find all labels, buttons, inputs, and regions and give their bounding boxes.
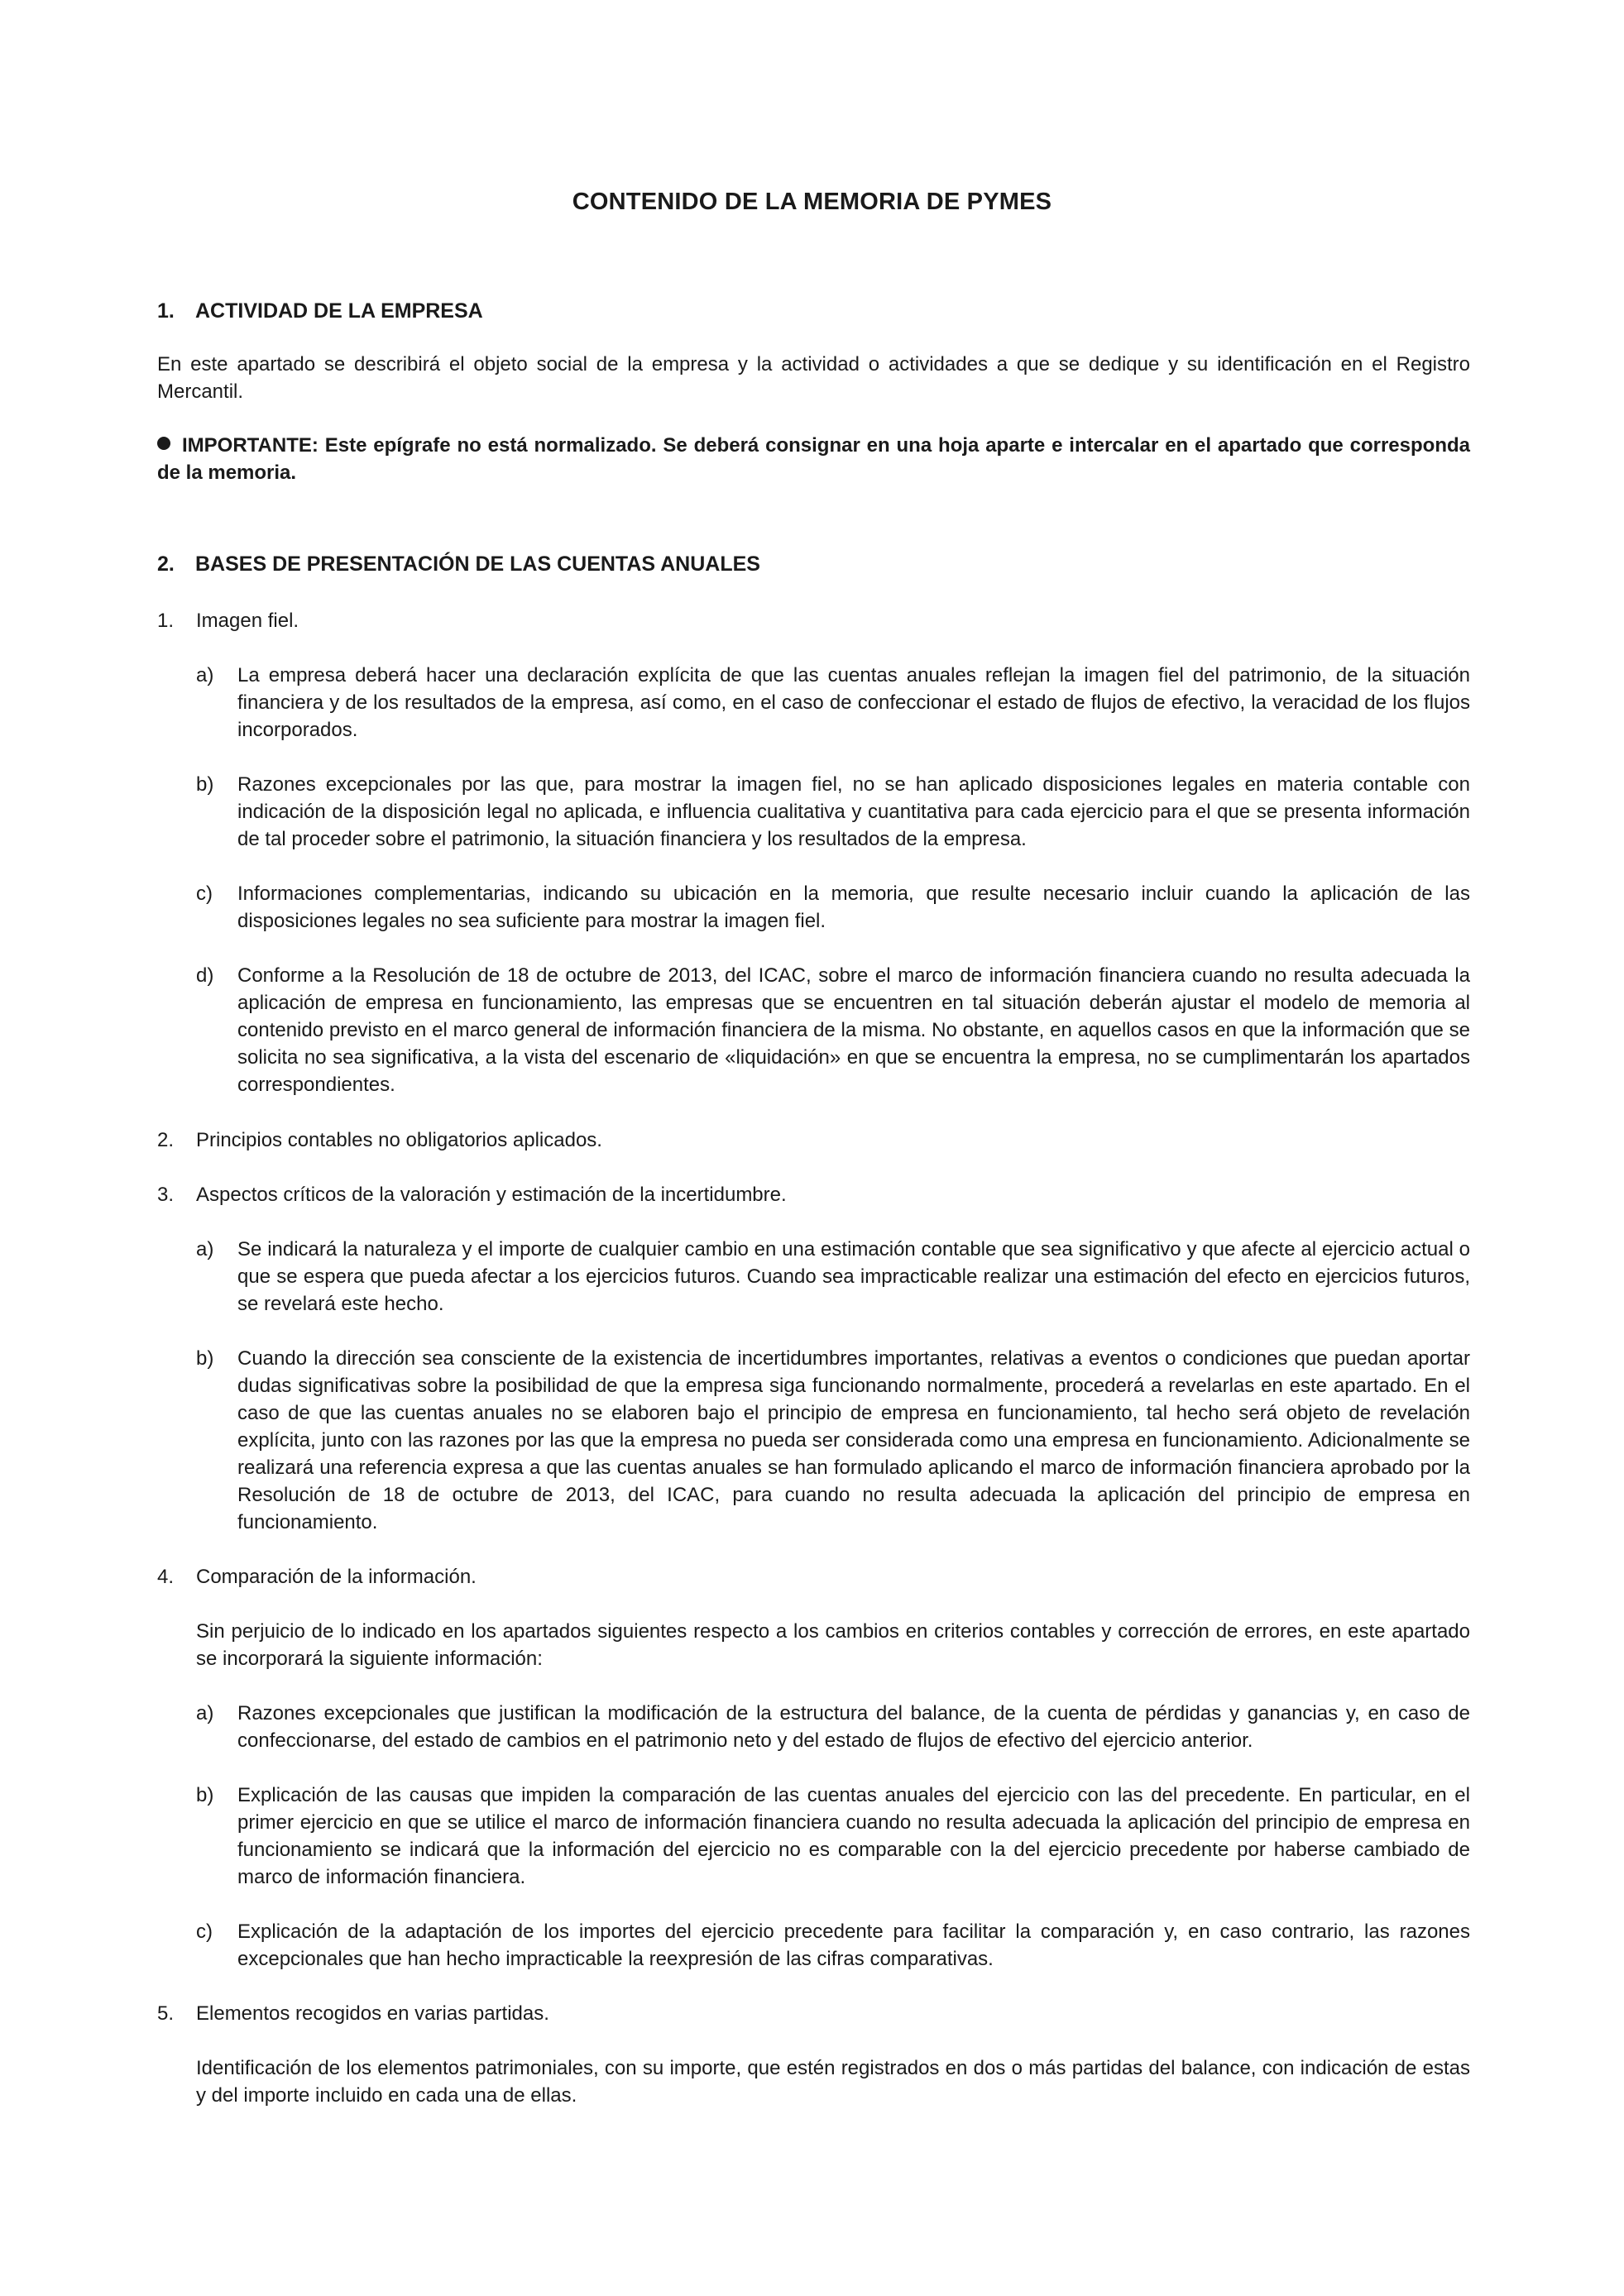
page-title: CONTENIDO DE LA MEMORIA DE PYMES [572,189,1052,215]
section-2-number: 2. [157,552,175,576]
item-1-number: 1. [157,610,175,632]
item-4-intro: Sin perjuicio de lo indicado en los apartados siguientes respecto a los cambios en criterios contables y corrección de errores, en este apartado se incorporará la siguiente información: [196,1620,1470,1670]
item-1b-label: b) [196,773,214,796]
section-2-title: BASES DE PRESENTACIÓN DE LAS CUENTAS ANUALES [195,552,760,576]
bullet-icon [157,437,170,450]
item-1a-label: a) [196,664,214,686]
item-3a-label: a) [196,1238,214,1260]
item-3-number: 3. [157,1184,175,1206]
item-1d-label: d) [196,964,214,987]
item-3b-label: b) [196,1347,214,1370]
item-4b-text: Explicación de las causas que impiden la comparación de las cuentas anuales del ejercicio con las del precedente. En particular, en el primer ejercicio en que se utilice el marco de información financiera cuando no resulta adecuada la aplicación del principio de empresa en funcionamiento se indicará que la información del ejercicio no es comparable con la del ejercicio precedente por haberse cambiado de marco de información financiera. [237,1784,1470,1888]
item-4b-label: b) [196,1784,214,1806]
section-1-heading [157,299,483,323]
item-4a-label: a) [196,1702,214,1724]
item-1c-label: c) [196,883,213,905]
item-2-label: Principios contables no obligatorios aplicados. [196,1129,602,1151]
item-1-label: Imagen fiel. [196,610,299,632]
item-4-label: Comparación de la información. [196,1566,477,1588]
item-3a-text: Se indicará la naturaleza y el importe de cualquier cambio en una estimación contable que sea significativo y que afecte al ejercicio actual o que se espera que pueda afectar a los ejercicios futuros. Cuando sea impracticable realizar una estimación del efecto en ejercicios futuros, se revelará este hecho. [237,1238,1470,1315]
item-3b-text: Cuando la dirección sea consciente de la existencia de incertidumbres importantes, relativas a eventos o condiciones que puedan aportar dudas significativas sobre la posibilidad de que la empresa siga funcionando normalmente, procederá a revelarlas en este apartado. En el caso de que las cuentas anuales no se elaboren bajo el principio de empresa en funcionamiento, tal hecho será objeto de revelación explícita, junto con las razones por las que la empresa no pueda ser considerada como una empresa en funcionamiento. Adicionalmente se realizará una referencia expresa a que las cuentas anuales se han formulado aplicando el marco de información financiera aprobado por la Resolución de 18 de octubre de 2013, del ICAC, para cuando no resulta adecuada la aplicación del principio de empresa en funcionamiento. [237,1347,1470,1533]
section-2-heading [157,552,760,576]
important-text: IMPORTANTE: Este epígrafe no está normalizado. Se deberá consignar en una hoja aparte e intercalar en el apartado que corresponda de la memoria. [157,434,1470,484]
section-1-text: En este apartado se describirá el objeto social de la empresa y la actividad o actividades a que se dedique y su identificación en el Registro Mercantil. [157,353,1470,403]
item-4c-label: c) [196,1921,213,1943]
item-4-number: 4. [157,1566,175,1588]
item-1d-text: Conforme a la Resolución de 18 de octubre de 2013, del ICAC, sobre el marco de información financiera cuando no resulta adecuada la aplicación de empresa en funcionamiento, las empresas que se encuentren en tal situación deberán ajustar el modelo de memoria al contenido previsto en el marco general de información financiera de la misma. No obstante, en aquellos casos en que la información que se solicita no sea significativa, a la vista del escenario de «liquidación» en que se encuentra la empresa, no se cumplimentarán los apartados correspondientes. [237,964,1470,1096]
item-5-label: Elementos recogidos en varias partidas. [196,2002,549,2025]
section-1-title: ACTIVIDAD DE LA EMPRESA [195,299,483,323]
item-2-number: 2. [157,1129,175,1151]
section-1-number: 1. [157,299,175,323]
item-1b-text: Razones excepcionales por las que, para mostrar la imagen fiel, no se han aplicado disposiciones legales en materia contable con indicación de la disposición legal no aplicada, e influencia cualitativa y cuantitativa para cada ejercicio para el que se presenta información de tal proceder sobre el patrimonio, la situación financiera y los resultados de la empresa. [237,773,1470,850]
important-note [157,432,1470,486]
item-5-number: 5. [157,2002,175,2025]
item-5-text: Identificación de los elementos patrimoniales, con su importe, que estén registrados en dos o más partidas del balance, con indicación de estas y del importe incluido en cada una de ellas. [196,2057,1470,2107]
item-4c-text: Explicación de la adaptación de los importes del ejercicio precedente para facilitar la comparación y, en caso contrario, las razones excepcionales que han hecho impracticable la reexpresión de las cifras comparativas. [237,1921,1470,1970]
item-3-label: Aspectos críticos de la valoración y estimación de la incertidumbre. [196,1184,787,1206]
item-1a-text: La empresa deberá hacer una declaración explícita de que las cuentas anuales reflejan la imagen fiel del patrimonio, de la situación financiera y de los resultados de la empresa, así como, en el caso de confeccionar el estado de flujos de efectivo, la veracidad de los flujos incorporados. [237,664,1470,741]
item-1c-text: Informaciones complementarias, indicando su ubicación en la memoria, que resulte necesario incluir cuando la aplicación de las disposiciones legales no sea suficiente para mostrar la imagen fiel. [237,883,1470,932]
item-4a-text: Razones excepcionales que justifican la modificación de la estructura del balance, de la cuenta de pérdidas y ganancias y, en caso de confeccionarse, del estado de cambios en el patrimonio neto y del estado de flujos de efectivo del ejercicio anterior. [237,1702,1470,1752]
